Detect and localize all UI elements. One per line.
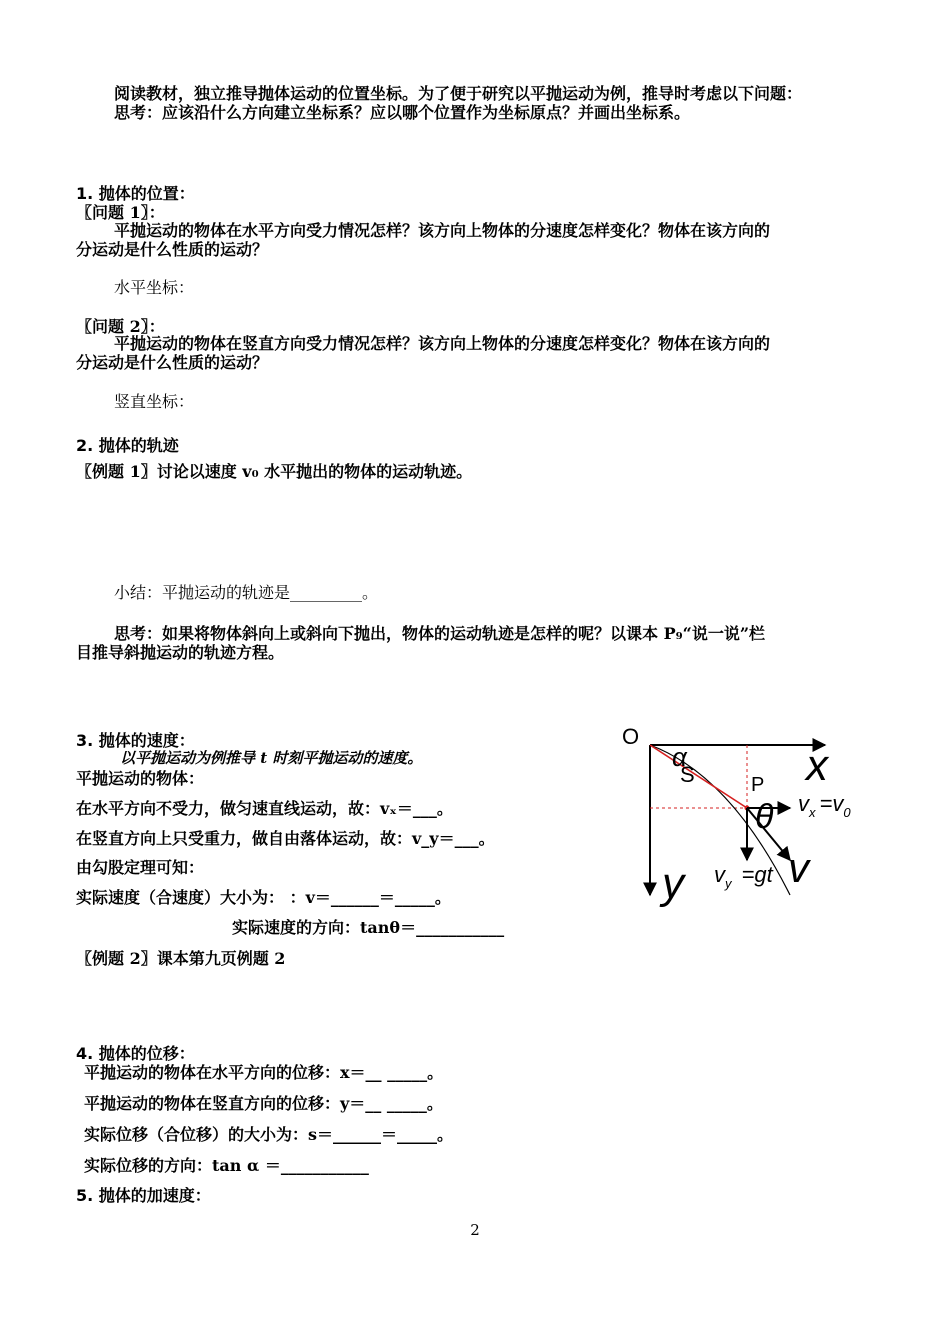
question-2-label: 〖问题 2〗：	[76, 317, 165, 336]
x-axis-label: x	[806, 741, 828, 790]
section-2-heading: 2. 抛体的轨迹	[76, 436, 179, 455]
section-1-heading: 1. 抛体的位置：	[76, 184, 195, 203]
velocity-subtitle: 以平抛运动为例推导 t 时刻平抛运动的速度。	[120, 749, 423, 767]
y-axis-label: y	[662, 859, 684, 908]
question-2-line-2: 分运动是什么性质的运动？	[76, 353, 269, 372]
displacement-line	[650, 745, 747, 808]
s-label: S	[680, 762, 695, 787]
question-1-line-2: 分运动是什么性质的运动？	[76, 240, 269, 259]
velocity-line-3: 在竖直方向上只受重力，做自由落体运动，故：v_y＝___。	[76, 829, 495, 848]
horizontal-coordinate-label: 水平坐标：	[114, 278, 195, 297]
displacement-line-1: 平抛运动的物体在水平方向的位移：x＝__ _____。	[84, 1063, 444, 1082]
vx-label: $v_x =v_0$	[798, 791, 851, 820]
displacement-line-3: 实际位移（合位移）的大小为：s＝______＝_____。	[84, 1125, 454, 1144]
p-label: P	[751, 774, 765, 796]
question-1-label: 〖问题 1〗：	[76, 203, 165, 222]
vertical-coordinate-label: 竖直坐标：	[114, 392, 195, 411]
intro-line-1: 阅读教材，独立推导抛体运动的位置坐标。为了便于研究以平抛运动为例，推导时考虑以下问题：	[114, 84, 803, 103]
velocity-line-5: 实际速度（合速度）大小为： ：v＝______＝_____。	[76, 888, 451, 907]
think-line-2: 目推导斜抛运动的轨迹方程。	[76, 643, 285, 662]
think-line-1: 思考：如果将物体斜向上或斜向下抛出，物体的运动轨迹是怎样的呢？以课本 P₉“说一说”栏	[114, 624, 766, 643]
projectile-diagram	[610, 720, 880, 910]
example-2: 〖例题 2〗课本第九页例题 2	[76, 949, 286, 968]
vy-label: $v_y =gt$	[714, 862, 773, 891]
alpha-label: α	[672, 742, 687, 772]
velocity-line-2: 在水平方向不受力，做匀速直线运动，故：vₓ＝___。	[76, 799, 453, 818]
theta-label: θ	[755, 798, 774, 836]
v-label: v	[788, 844, 809, 891]
displacement-line-4: 实际位移的方向：tan α ＝___________	[84, 1156, 369, 1175]
section-5-heading: 5. 抛体的加速度：	[76, 1186, 211, 1205]
section-3-heading: 3. 抛体的速度：	[76, 731, 195, 750]
origin-label: O	[622, 724, 640, 749]
velocity-line-1: 平抛运动的物体：	[76, 769, 205, 788]
intro-line-2: 思考：应该沿什么方向建立坐标系？应以哪个位置作为坐标原点？并画出坐标系。	[114, 103, 691, 122]
question-1-line-1: 平抛运动的物体在水平方向受力情况怎样？该方向上物体的分速度怎样变化？物体在该方向的	[114, 221, 771, 240]
example-1: 〖例题 1〗讨论以速度 v₀ 水平抛出的物体的运动轨迹。	[76, 462, 473, 481]
page-number: 2	[470, 1221, 480, 1239]
section-4-heading: 4. 抛体的位移：	[76, 1044, 195, 1063]
velocity-line-6: 实际速度的方向：tanθ＝___________	[232, 918, 505, 937]
velocity-line-4: 由勾股定理可知：	[76, 858, 205, 877]
displacement-line-2: 平抛运动的物体在竖直方向的位移：y＝__ _____。	[84, 1094, 443, 1113]
summary-line: 小结：平抛运动的轨迹是_________。	[114, 583, 379, 602]
question-2-line-1: 平抛运动的物体在竖直方向受力情况怎样？该方向上物体的分速度怎样变化？物体在该方向的	[114, 334, 771, 353]
